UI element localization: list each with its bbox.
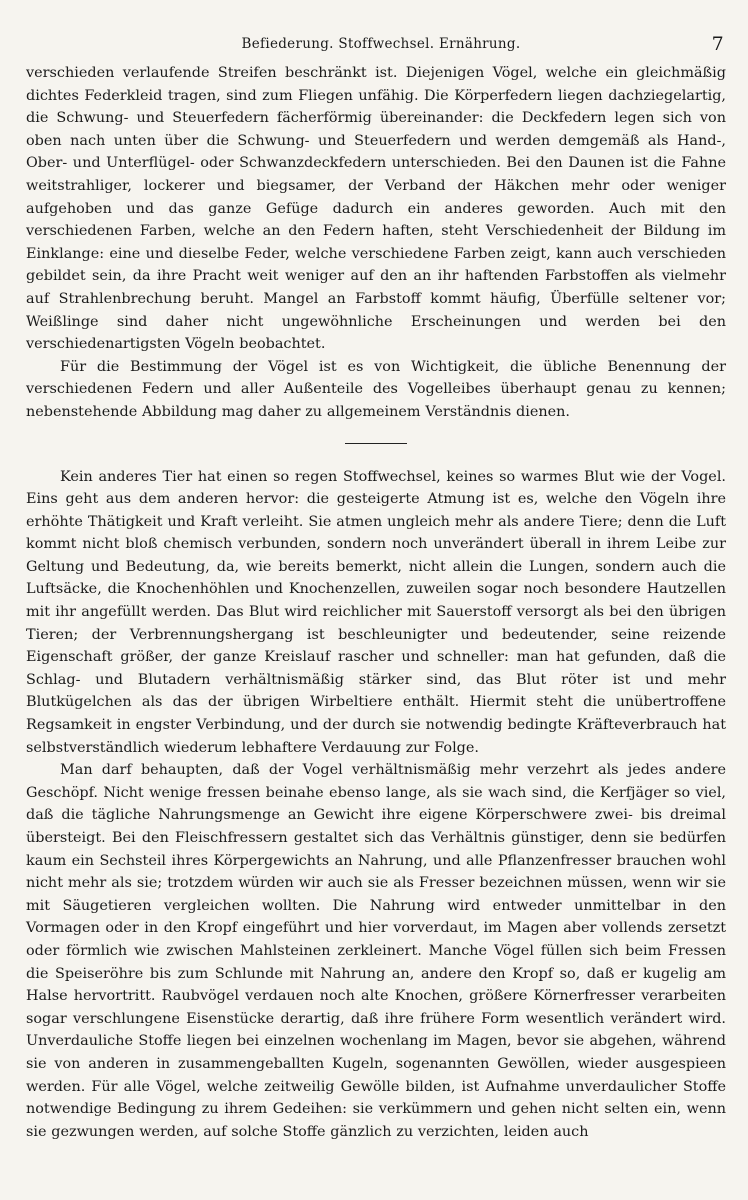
running-head xyxy=(26,33,726,62)
paragraph-feather-terminology: Für die Bestimmung der Vögel ist es von Wichtigkeit, die übliche Benennung der verschiedenen Federn und aller Außenteile des Vogelleibes überhaupt genau zu kennen; nebenstehende Abbildung mag daher zu allgemeinem Verständnis dienen. xyxy=(26,358,726,420)
page-number: 7 xyxy=(711,33,724,55)
paragraph-feathers-continued: verschieden verlaufende Streifen beschränkt ist. Diejenigen Vögel, welche ein gleichmäßig dichtes Federkleid tragen, sind zum Fliegen unfähig. Die Körperfedern liegen dachziegelartig, die Schwung- und Steuerfedern fächerförmig übereinander: die Deckfedern legen sich von oben nach unten über die Schwung- und Steuerfedern und werden demgemäß als Hand-, Ober- und Unterflügel- oder Schwanzdeckfedern unterschieden. Bei den Daunen ist die Fahne weitstrahliger, lockerer und biegsamer, der Verband der Häkchen mehr oder weniger aufgehoben und das ganze Gefüge dadurch ein anderes geworden. Auch mit den verschiedenen Farben, welche an den Federn haften, steht Verschiedenheit der Bildung im Einklange: eine und dieselbe Feder, welche verschiedene Farben zeigt, kann auch verschieden gebildet sein, da ihre Pracht weit weniger auf den an ihr haftenden Farbstoffen als vielmehr auf Strahlenbrechung beruht. Mangel an Farbstoff kommt häufig, Überfülle seltener vor; Weißlinge sind daher nicht ungewöhnliche Erscheinungen und werden bei den verschiedenartigsten Vögeln beobachtet. xyxy=(26,65,726,353)
paragraph-metabolism: Kein anderes Tier hat einen so regen Stoffwechsel, keines so warmes Blut wie der Vogel. Eins geht aus dem anderen hervor: die gesteigerte Atmung ist es, welche den Vögeln ihre erhöhte Thätigkeit und Kraft verleiht. Sie atmen ungleich mehr als andere Tiere; denn die Luft kommt nicht bloß chemisch verbunden, sondern noch unverändert überall in ihrem Leibe zur Geltung und Bedeutung, da, wie bereits bemerkt, nicht allein die Lungen, sondern auch die Luftsäcke, die Knochenhöhlen und Knochenzellen, zuweilen sogar noch besondere Hautzellen mit ihr angefüllt werden. Das Blut wird reichlicher mit Sauerstoff versorgt als bei den übrigen Tieren; der Verbrennungshergang ist beschleunigter und bedeutender, seine reizende Eigenschaft größer, der ganze Kreislauf rascher und schneller: man hat gefunden, daß die Schlag- und Blutadern verhältnismäßig stärker sind, das Blut röter ist und mehr Blutkügelchen als das der übrigen Wirbeltiere enthält. Hiermit steht die unübertroffene Regsamkeit in engster Verbindung, und der durch sie notwendig bedingte Kräfteverbrauch hat selbstverständlich wiederum lebhaftere Verdauung zur Folge. xyxy=(26,468,726,756)
running-title: Befiederung. Stoffwechsel. Ernährung. xyxy=(241,36,521,52)
paragraph-nutrition: Man darf behaupten, daß der Vogel verhältnismäßig mehr verzehrt als jedes andere Geschöpf. Nicht wenige fressen beinahe ebenso lange, als sie wach sind, die Kerfjäger so viel, daß die tägliche Nahrungsmenge an Gewicht ihre eigene Körperschwere zwei- bis dreimal übersteigt. Bei den Fleischfressern gestaltet sich das Verhältnis günstiger, denn sie bedürfen kaum ein Sechsteil ihres Körpergewichts an Nahrung, und alle Pflanzenfresser brauchen wohl nicht mehr als sie; trotzdem würden wir auch sie als Fresser bezeichnen müssen, wenn wir sie mit Säugetieren vergleichen wollten. Die Nahrung wird entweder unmittelbar in den Vormagen oder in den Kropf eingeführt und hier vorverdaut, im Magen aber vollends zersetzt oder förmlich wie zwischen Mahlsteinen zerkleinert. Manche Vögel füllen sich beim Fressen die Speiseröhre bis zum Schlunde mit Nahrung an, andere den Kropf so, daß er kugelig am Halse hervortritt. Raubvögel verdauen noch alte Knochen, größere Körnerfresser verarbeiten sogar verschlungene Eisenstücke derartig, daß ihre frühere Form wesentlich verändert wird. Unverdauliche Stoffe liegen bei einzelnen wochenlang im Magen, bevor sie abgehen, während sie von anderen in zusammengeballten Kugeln, sogenannten Gewöllen, wieder ausgespieen werden. Für alle Vögel, welche zeitweilig Gewölle bilden, ist Aufnahme unverdaulicher Stoffe notwendige Bedingung zu ihrem Gedeihen: sie verkümmern und gehen nicht selten ein, wenn sie gezwungen werden, auf solche Stoffe gänzlich zu verzichten, leiden auch xyxy=(26,762,726,1140)
section-divider xyxy=(345,443,407,444)
